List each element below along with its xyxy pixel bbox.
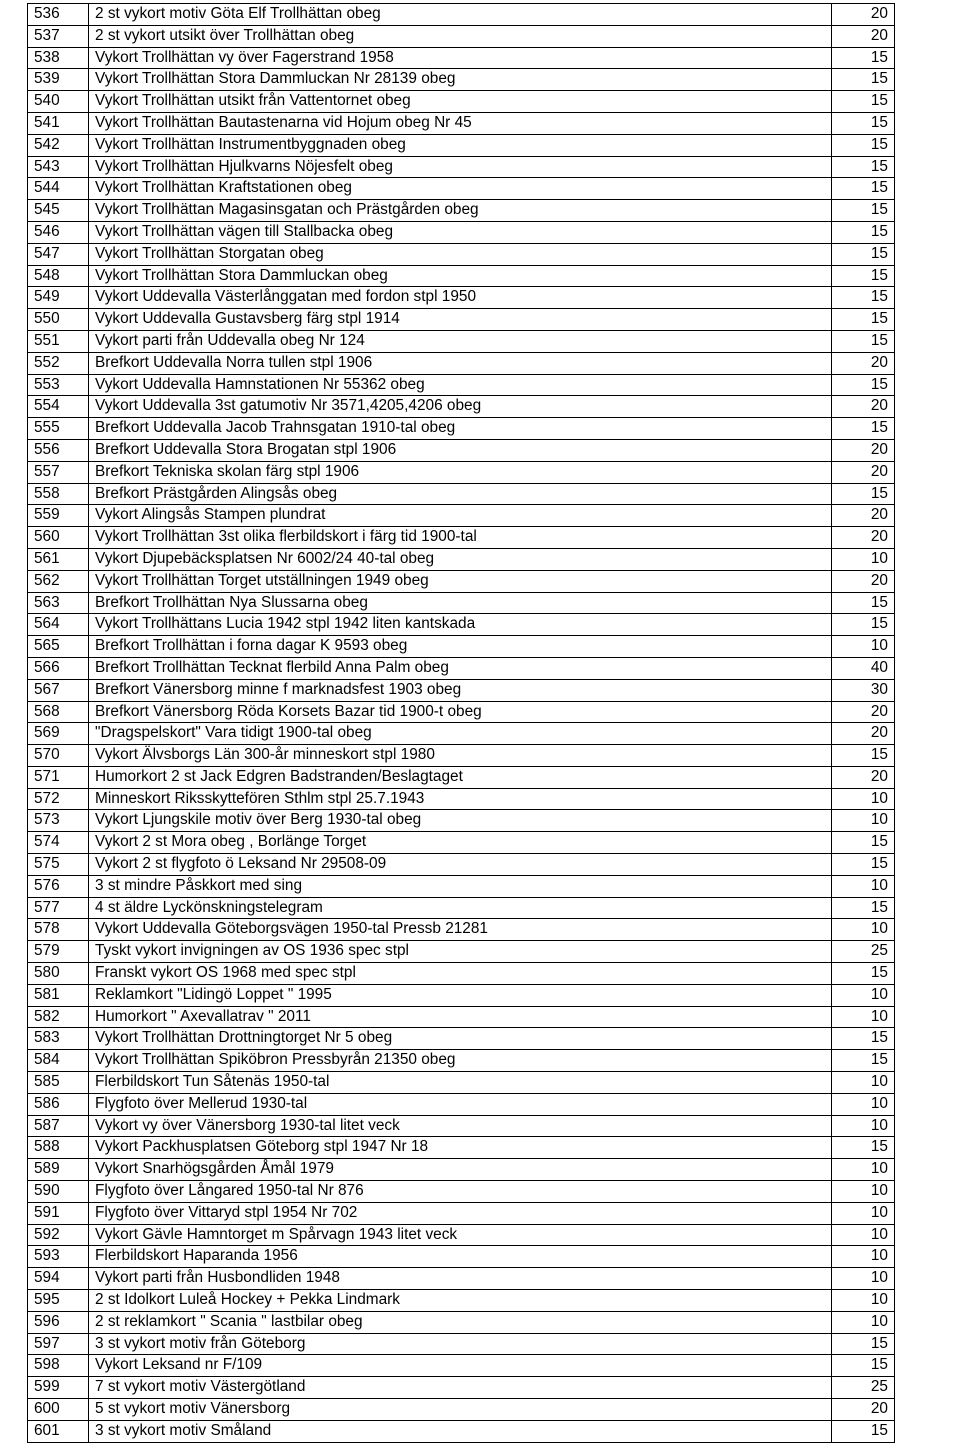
item-description-cell: Vykort Trollhättan Stora Dammluckan Nr 28139 obeg bbox=[89, 69, 832, 91]
item-price-cell: 10 bbox=[832, 919, 895, 941]
item-description-cell: Vykort Djupebäcksplatsen Nr 6002/24 40-tal obeg bbox=[89, 548, 832, 570]
item-price-cell: 10 bbox=[832, 875, 895, 897]
table-row bbox=[28, 963, 895, 985]
item-description-cell: Vykort Ljungskile motiv över Berg 1930-tal obeg bbox=[89, 810, 832, 832]
item-description-cell: Brefkort Prästgården Alingsås obeg bbox=[89, 483, 832, 505]
item-number-cell: 536 bbox=[28, 4, 89, 26]
item-price-cell: 15 bbox=[832, 91, 895, 113]
item-description-cell: Vykort Uddevalla Hamnstationen Nr 55362 obeg bbox=[89, 374, 832, 396]
item-description-cell: Vykort parti från Husbondliden 1948 bbox=[89, 1268, 832, 1290]
price-list-table bbox=[27, 3, 895, 1443]
item-price-cell: 15 bbox=[832, 1028, 895, 1050]
item-number-cell: 579 bbox=[28, 941, 89, 963]
item-description-cell: 3 st vykort motiv Småland bbox=[89, 1420, 832, 1442]
item-description-cell: Vykort Älvsborgs Län 300-år minneskort stpl 1980 bbox=[89, 745, 832, 767]
table-row bbox=[28, 701, 895, 723]
item-number-cell: 567 bbox=[28, 679, 89, 701]
item-price-cell: 15 bbox=[832, 897, 895, 919]
item-number-cell: 588 bbox=[28, 1137, 89, 1159]
item-number-cell: 596 bbox=[28, 1311, 89, 1333]
table-row bbox=[28, 418, 895, 440]
item-description-cell: Flerbildskort Haparanda 1956 bbox=[89, 1246, 832, 1268]
table-row bbox=[28, 1028, 895, 1050]
item-description-cell: 4 st äldre Lyckönskningstelegram bbox=[89, 897, 832, 919]
table-row bbox=[28, 1311, 895, 1333]
item-price-cell: 20 bbox=[832, 396, 895, 418]
table-row bbox=[28, 723, 895, 745]
item-price-cell: 10 bbox=[832, 1115, 895, 1137]
item-price-cell: 15 bbox=[832, 1050, 895, 1072]
item-price-cell: 10 bbox=[832, 548, 895, 570]
item-price-cell: 15 bbox=[832, 614, 895, 636]
item-number-cell: 595 bbox=[28, 1290, 89, 1312]
item-price-cell: 15 bbox=[832, 265, 895, 287]
item-description-cell: Flygfoto över Mellerud 1930-tal bbox=[89, 1093, 832, 1115]
table-row bbox=[28, 1268, 895, 1290]
item-number-cell: 552 bbox=[28, 352, 89, 374]
item-price-cell: 20 bbox=[832, 352, 895, 374]
item-price-cell: 15 bbox=[832, 69, 895, 91]
item-price-cell: 10 bbox=[832, 1311, 895, 1333]
table-row bbox=[28, 4, 895, 26]
table-row bbox=[28, 1093, 895, 1115]
item-description-cell: Humorkort 2 st Jack Edgren Badstranden/Beslagtaget bbox=[89, 766, 832, 788]
item-description-cell: Franskt vykort OS 1968 med spec stpl bbox=[89, 963, 832, 985]
item-number-cell: 584 bbox=[28, 1050, 89, 1072]
item-price-cell: 40 bbox=[832, 657, 895, 679]
item-description-cell: Reklamkort "Lidingö Loppet " 1995 bbox=[89, 984, 832, 1006]
item-price-cell: 20 bbox=[832, 766, 895, 788]
item-number-cell: 571 bbox=[28, 766, 89, 788]
item-number-cell: 569 bbox=[28, 723, 89, 745]
item-number-cell: 543 bbox=[28, 156, 89, 178]
table-row bbox=[28, 1181, 895, 1203]
item-number-cell: 557 bbox=[28, 461, 89, 483]
item-description-cell: Vykort Uddevalla 3st gatumotiv Nr 3571,4205,4206 obeg bbox=[89, 396, 832, 418]
table-row bbox=[28, 352, 895, 374]
item-price-cell: 20 bbox=[832, 723, 895, 745]
table-row bbox=[28, 788, 895, 810]
table-row bbox=[28, 592, 895, 614]
item-description-cell: 3 st mindre Påskkort med sing bbox=[89, 875, 832, 897]
item-number-cell: 560 bbox=[28, 527, 89, 549]
table-row bbox=[28, 25, 895, 47]
table-row bbox=[28, 1224, 895, 1246]
item-number-cell: 572 bbox=[28, 788, 89, 810]
item-description-cell: Brefkort Uddevalla Stora Brogatan stpl 1906 bbox=[89, 439, 832, 461]
item-price-cell: 25 bbox=[832, 941, 895, 963]
item-number-cell: 539 bbox=[28, 69, 89, 91]
table-row bbox=[28, 1377, 895, 1399]
item-price-cell: 15 bbox=[832, 287, 895, 309]
item-price-cell: 10 bbox=[832, 1224, 895, 1246]
item-price-cell: 10 bbox=[832, 1159, 895, 1181]
item-price-cell: 15 bbox=[832, 418, 895, 440]
table-row bbox=[28, 69, 895, 91]
table-row bbox=[28, 1115, 895, 1137]
item-price-cell: 25 bbox=[832, 1377, 895, 1399]
item-price-cell: 15 bbox=[832, 309, 895, 331]
item-description-cell: Vykort Trollhättan Stora Dammluckan obeg bbox=[89, 265, 832, 287]
table-row bbox=[28, 112, 895, 134]
table-row bbox=[28, 439, 895, 461]
item-description-cell: Vykort Trollhättan Storgatan obeg bbox=[89, 243, 832, 265]
item-number-cell: 601 bbox=[28, 1420, 89, 1442]
item-description-cell: Humorkort " Axevallatrav " 2011 bbox=[89, 1006, 832, 1028]
item-price-cell: 15 bbox=[832, 832, 895, 854]
item-description-cell: 7 st vykort motiv Västergötland bbox=[89, 1377, 832, 1399]
item-number-cell: 546 bbox=[28, 221, 89, 243]
item-number-cell: 544 bbox=[28, 178, 89, 200]
item-description-cell: 2 st vykort motiv Göta Elf Trollhättan obeg bbox=[89, 4, 832, 26]
item-description-cell: 3 st vykort motiv från Göteborg bbox=[89, 1333, 832, 1355]
table-row bbox=[28, 47, 895, 69]
item-number-cell: 591 bbox=[28, 1202, 89, 1224]
table-row bbox=[28, 243, 895, 265]
table-row bbox=[28, 330, 895, 352]
item-number-cell: 598 bbox=[28, 1355, 89, 1377]
table-row bbox=[28, 1006, 895, 1028]
table-row bbox=[28, 984, 895, 1006]
item-description-cell: 5 st vykort motiv Vänersborg bbox=[89, 1399, 832, 1421]
table-row bbox=[28, 941, 895, 963]
item-price-cell: 15 bbox=[832, 1333, 895, 1355]
item-description-cell: Vykort Trollhättan vägen till Stallbacka obeg bbox=[89, 221, 832, 243]
item-price-cell: 15 bbox=[832, 963, 895, 985]
table-row bbox=[28, 614, 895, 636]
item-number-cell: 547 bbox=[28, 243, 89, 265]
item-description-cell: Brefkort Trollhättan Nya Slussarna obeg bbox=[89, 592, 832, 614]
item-number-cell: 597 bbox=[28, 1333, 89, 1355]
table-row bbox=[28, 919, 895, 941]
item-description-cell: Brefkort Tekniska skolan färg stpl 1906 bbox=[89, 461, 832, 483]
item-description-cell: Tyskt vykort invigningen av OS 1936 spec stpl bbox=[89, 941, 832, 963]
item-price-cell: 15 bbox=[832, 178, 895, 200]
item-number-cell: 551 bbox=[28, 330, 89, 352]
item-description-cell: Vykort Uddevalla Gustavsberg färg stpl 1914 bbox=[89, 309, 832, 331]
item-number-cell: 538 bbox=[28, 47, 89, 69]
item-description-cell: Vykort Trollhättan Hjulkvarns Nöjesfelt obeg bbox=[89, 156, 832, 178]
table-row bbox=[28, 1333, 895, 1355]
item-price-cell: 20 bbox=[832, 1399, 895, 1421]
item-price-cell: 15 bbox=[832, 483, 895, 505]
item-number-cell: 563 bbox=[28, 592, 89, 614]
item-number-cell: 578 bbox=[28, 919, 89, 941]
item-price-cell: 15 bbox=[832, 1420, 895, 1442]
item-number-cell: 583 bbox=[28, 1028, 89, 1050]
item-number-cell: 564 bbox=[28, 614, 89, 636]
item-description-cell: Vykort Snarhögsgården Åmål 1979 bbox=[89, 1159, 832, 1181]
item-description-cell: Vykort Trollhättan Torget utställningen 1949 obeg bbox=[89, 570, 832, 592]
table-row bbox=[28, 221, 895, 243]
item-description-cell: Brefkort Uddevalla Jacob Trahnsgatan 1910-tal obeg bbox=[89, 418, 832, 440]
item-number-cell: 549 bbox=[28, 287, 89, 309]
item-price-cell: 15 bbox=[832, 200, 895, 222]
item-description-cell: Vykort Gävle Hamntorget m Spårvagn 1943 litet veck bbox=[89, 1224, 832, 1246]
item-description-cell: Brefkort Trollhättan i forna dagar K 9593 obeg bbox=[89, 636, 832, 658]
price-list-body bbox=[28, 4, 895, 1443]
item-description-cell: Vykort Uddevalla Göteborgsvägen 1950-tal Pressb 21281 bbox=[89, 919, 832, 941]
table-row bbox=[28, 396, 895, 418]
item-number-cell: 565 bbox=[28, 636, 89, 658]
item-number-cell: 570 bbox=[28, 745, 89, 767]
item-price-cell: 15 bbox=[832, 156, 895, 178]
item-price-cell: 15 bbox=[832, 854, 895, 876]
table-row bbox=[28, 156, 895, 178]
item-number-cell: 550 bbox=[28, 309, 89, 331]
item-price-cell: 15 bbox=[832, 1355, 895, 1377]
item-price-cell: 10 bbox=[832, 1181, 895, 1203]
item-number-cell: 577 bbox=[28, 897, 89, 919]
item-price-cell: 10 bbox=[832, 1093, 895, 1115]
item-number-cell: 559 bbox=[28, 505, 89, 527]
item-number-cell: 553 bbox=[28, 374, 89, 396]
item-price-cell: 20 bbox=[832, 4, 895, 26]
item-number-cell: 593 bbox=[28, 1246, 89, 1268]
item-number-cell: 555 bbox=[28, 418, 89, 440]
table-row bbox=[28, 1420, 895, 1442]
item-price-cell: 15 bbox=[832, 112, 895, 134]
table-row bbox=[28, 832, 895, 854]
item-description-cell: Vykort Trollhättan Bautastenarna vid Hojum obeg Nr 45 bbox=[89, 112, 832, 134]
item-number-cell: 554 bbox=[28, 396, 89, 418]
item-number-cell: 542 bbox=[28, 134, 89, 156]
item-description-cell: Vykort 2 st flygfoto ö Leksand Nr 29508-09 bbox=[89, 854, 832, 876]
item-number-cell: 537 bbox=[28, 25, 89, 47]
item-price-cell: 20 bbox=[832, 701, 895, 723]
item-price-cell: 10 bbox=[832, 788, 895, 810]
table-row bbox=[28, 374, 895, 396]
table-row bbox=[28, 178, 895, 200]
item-number-cell: 574 bbox=[28, 832, 89, 854]
table-row bbox=[28, 200, 895, 222]
item-price-cell: 15 bbox=[832, 221, 895, 243]
table-row bbox=[28, 1246, 895, 1268]
item-description-cell: Brefkort Uddevalla Norra tullen stpl 1906 bbox=[89, 352, 832, 374]
item-number-cell: 587 bbox=[28, 1115, 89, 1137]
item-description-cell: Brefkort Vänersborg minne f marknadsfest 1903 obeg bbox=[89, 679, 832, 701]
item-price-cell: 20 bbox=[832, 461, 895, 483]
item-price-cell: 10 bbox=[832, 984, 895, 1006]
item-price-cell: 30 bbox=[832, 679, 895, 701]
item-number-cell: 562 bbox=[28, 570, 89, 592]
item-number-cell: 585 bbox=[28, 1072, 89, 1094]
item-number-cell: 581 bbox=[28, 984, 89, 1006]
item-number-cell: 556 bbox=[28, 439, 89, 461]
item-description-cell: Vykort Trollhättan Spiköbron Pressbyrån 21350 obeg bbox=[89, 1050, 832, 1072]
item-price-cell: 10 bbox=[832, 810, 895, 832]
table-row bbox=[28, 854, 895, 876]
table-row bbox=[28, 548, 895, 570]
item-price-cell: 10 bbox=[832, 1246, 895, 1268]
item-description-cell: 2 st Idolkort Luleå Hockey + Pekka Lindmark bbox=[89, 1290, 832, 1312]
table-row bbox=[28, 309, 895, 331]
table-row bbox=[28, 505, 895, 527]
item-description-cell: 2 st vykort utsikt över Trollhättan obeg bbox=[89, 25, 832, 47]
table-row bbox=[28, 1399, 895, 1421]
item-number-cell: 566 bbox=[28, 657, 89, 679]
table-row bbox=[28, 461, 895, 483]
table-row bbox=[28, 1072, 895, 1094]
item-price-cell: 10 bbox=[832, 1268, 895, 1290]
item-description-cell: Flerbildskort Tun Såtenäs 1950-tal bbox=[89, 1072, 832, 1094]
table-row bbox=[28, 1202, 895, 1224]
item-price-cell: 10 bbox=[832, 1072, 895, 1094]
table-row bbox=[28, 875, 895, 897]
table-row bbox=[28, 287, 895, 309]
item-description-cell: Vykort Uddevalla Västerlånggatan med fordon stpl 1950 bbox=[89, 287, 832, 309]
item-description-cell: "Dragspelskort" Vara tidigt 1900-tal obeg bbox=[89, 723, 832, 745]
item-number-cell: 540 bbox=[28, 91, 89, 113]
item-price-cell: 20 bbox=[832, 505, 895, 527]
table-row bbox=[28, 1159, 895, 1181]
item-price-cell: 20 bbox=[832, 25, 895, 47]
item-description-cell: Vykort Packhusplatsen Göteborg stpl 1947 Nr 18 bbox=[89, 1137, 832, 1159]
item-number-cell: 586 bbox=[28, 1093, 89, 1115]
item-number-cell: 548 bbox=[28, 265, 89, 287]
item-number-cell: 561 bbox=[28, 548, 89, 570]
item-number-cell: 600 bbox=[28, 1399, 89, 1421]
item-description-cell: Vykort 2 st Mora obeg , Borlänge Torget bbox=[89, 832, 832, 854]
item-number-cell: 594 bbox=[28, 1268, 89, 1290]
item-price-cell: 15 bbox=[832, 374, 895, 396]
item-description-cell: Vykort Alingsås Stampen plundrat bbox=[89, 505, 832, 527]
item-description-cell: Vykort Trollhättan utsikt från Vattentornet obeg bbox=[89, 91, 832, 113]
item-price-cell: 20 bbox=[832, 527, 895, 549]
item-number-cell: 573 bbox=[28, 810, 89, 832]
table-row bbox=[28, 810, 895, 832]
table-row bbox=[28, 91, 895, 113]
item-description-cell: Vykort Trollhättan Kraftstationen obeg bbox=[89, 178, 832, 200]
table-row bbox=[28, 897, 895, 919]
item-number-cell: 545 bbox=[28, 200, 89, 222]
item-description-cell: 2 st reklamkort " Scania " lastbilar obeg bbox=[89, 1311, 832, 1333]
table-row bbox=[28, 1137, 895, 1159]
item-description-cell: Vykort parti från Uddevalla obeg Nr 124 bbox=[89, 330, 832, 352]
item-description-cell: Flygfoto över Långared 1950-tal Nr 876 bbox=[89, 1181, 832, 1203]
item-description-cell: Vykort vy över Vänersborg 1930-tal litet veck bbox=[89, 1115, 832, 1137]
item-number-cell: 558 bbox=[28, 483, 89, 505]
table-row bbox=[28, 527, 895, 549]
table-row bbox=[28, 483, 895, 505]
table-row bbox=[28, 636, 895, 658]
item-number-cell: 590 bbox=[28, 1181, 89, 1203]
item-price-cell: 15 bbox=[832, 330, 895, 352]
item-price-cell: 15 bbox=[832, 592, 895, 614]
item-price-cell: 10 bbox=[832, 1202, 895, 1224]
item-price-cell: 15 bbox=[832, 134, 895, 156]
item-number-cell: 592 bbox=[28, 1224, 89, 1246]
item-number-cell: 589 bbox=[28, 1159, 89, 1181]
table-row bbox=[28, 570, 895, 592]
item-price-cell: 10 bbox=[832, 1006, 895, 1028]
item-price-cell: 20 bbox=[832, 439, 895, 461]
item-number-cell: 576 bbox=[28, 875, 89, 897]
item-description-cell: Brefkort Vänersborg Röda Korsets Bazar tid 1900-t obeg bbox=[89, 701, 832, 723]
item-number-cell: 580 bbox=[28, 963, 89, 985]
item-price-cell: 10 bbox=[832, 1290, 895, 1312]
item-description-cell: Vykort Trollhättan Magasinsgatan och Prästgården obeg bbox=[89, 200, 832, 222]
table-row bbox=[28, 766, 895, 788]
item-number-cell: 568 bbox=[28, 701, 89, 723]
table-row bbox=[28, 1355, 895, 1377]
table-row bbox=[28, 745, 895, 767]
item-number-cell: 599 bbox=[28, 1377, 89, 1399]
item-price-cell: 20 bbox=[832, 570, 895, 592]
table-row bbox=[28, 1050, 895, 1072]
item-price-cell: 15 bbox=[832, 1137, 895, 1159]
item-description-cell: Vykort Leksand nr F/109 bbox=[89, 1355, 832, 1377]
item-price-cell: 15 bbox=[832, 745, 895, 767]
item-description-cell: Brefkort Trollhättan Tecknat flerbild Anna Palm obeg bbox=[89, 657, 832, 679]
item-description-cell: Vykort Trollhättan 3st olika flerbildskort i färg tid 1900-tal bbox=[89, 527, 832, 549]
item-description-cell: Vykort Trollhättan Instrumentbyggnaden obeg bbox=[89, 134, 832, 156]
table-row bbox=[28, 679, 895, 701]
item-description-cell: Vykort Trollhättans Lucia 1942 stpl 1942 liten kantskada bbox=[89, 614, 832, 636]
item-description-cell: Minneskort Riksskyttefören Sthlm stpl 25.7.1943 bbox=[89, 788, 832, 810]
item-number-cell: 575 bbox=[28, 854, 89, 876]
item-description-cell: Flygfoto över Vittaryd stpl 1954 Nr 702 bbox=[89, 1202, 832, 1224]
table-row bbox=[28, 265, 895, 287]
item-description-cell: Vykort Trollhättan Drottningtorget Nr 5 obeg bbox=[89, 1028, 832, 1050]
item-number-cell: 582 bbox=[28, 1006, 89, 1028]
item-description-cell: Vykort Trollhättan vy över Fagerstrand 1958 bbox=[89, 47, 832, 69]
item-price-cell: 15 bbox=[832, 47, 895, 69]
table-row bbox=[28, 657, 895, 679]
item-price-cell: 10 bbox=[832, 636, 895, 658]
item-price-cell: 15 bbox=[832, 243, 895, 265]
table-row bbox=[28, 134, 895, 156]
table-row bbox=[28, 1290, 895, 1312]
item-number-cell: 541 bbox=[28, 112, 89, 134]
